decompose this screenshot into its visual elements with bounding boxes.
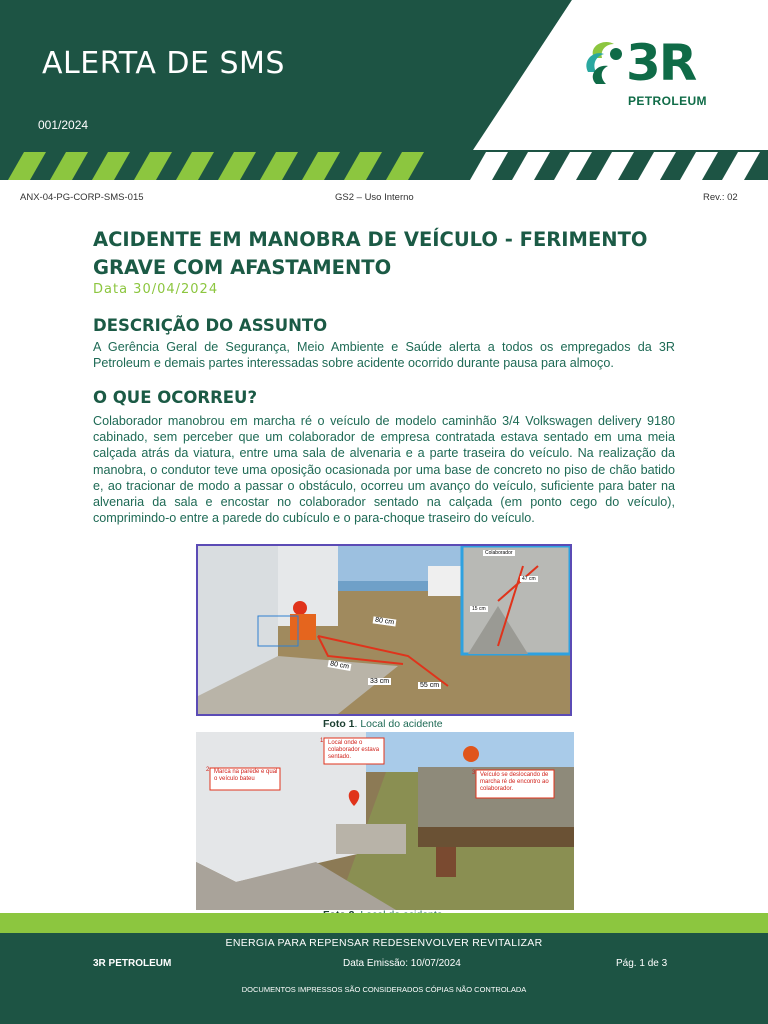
footer-tagline: ENERGIA PARA REPENSAR REDESENVOLVER REVITALIZAR [225,937,543,949]
measure-label-4: 55 cm [420,682,440,689]
measure-label-1: 80 cm [374,616,395,627]
footer-page-number: Pág. 1 de 3 [616,958,668,969]
inset-label-colaborador: Colaborador [485,550,513,556]
photo-1-caption-text: . Local do acidente [354,718,443,730]
photo-1-caption [323,718,443,730]
classification-label: GS2 – Uso Interno [335,192,414,203]
alert-number: 001/2024 [38,118,89,132]
section-text-occurrence: Colaborador manobrou em marcha ré o veículo de modelo caminhão 3/4 Volkswagen delivery 9180 cabinado, sem perceber que um colaborador de empresa contratada estava sentado em uma meia calçada atrás da viatura, entre uma sala de alvenaria e a parte traseira do veículo. Na realização da manobra, o condutor teve uma oposição ocasionada por uma base de concreto no piso de chão batido e, ao tracionar de modo a passar o obstáculo, ocorreu um avanço do veículo, suficiente para bater na alvenaria da sala e encostar no colaborador sentado na calçada (em ponto cego do veículo), comprimindo-o entre a parede do cubículo e o para-choque traseiro do veículo. [93,414,675,526]
footer-emission-date: Data Emissão: 10/07/2024 [343,958,461,969]
photo-2-note-1: Local onde o colaborador estava sentado. [328,740,380,760]
article-date: Data 30/04/2024 [93,282,219,297]
logo-mark: 3R [626,34,696,92]
accident-photo-1 [196,544,572,716]
photo-2-note-3: Veículo se deslocando de marcha ré de encontro ao colaborador. [480,772,549,792]
company-logo [582,34,732,114]
revision-label: Rev.: 02 [703,192,738,203]
photo-1-scene [198,546,570,714]
measure-label-3: 33 cm [370,678,390,685]
footer [0,933,768,1024]
footer-note: DOCUMENTOS IMPRESSOS SÃO CONSIDERADOS CÓPIAS NÃO CONTROLADA [241,985,527,994]
measure-label-2: 80 cm [329,660,350,671]
logo-swirl-icon [582,36,632,96]
photo-2-note-num-1: 1 [320,738,324,744]
header-banner [0,0,768,180]
inset-label-15cm: 15 cm [472,606,486,612]
photo-2-note-num-3: 3 [472,770,476,776]
section-heading-occurrence: O QUE OCORREU? [93,388,258,407]
inset-label-47cm: 47 cm [522,576,536,582]
section-text-description: A Gerência Geral de Segurança, Meio Ambiente e Saúde alerta a todos os empregados da 3R Petroleum e demais partes interessadas sobre acidente ocorrido durante pausa para almoço. [93,340,675,371]
alert-title: ALERTA DE SMS [42,46,285,81]
logo-text: PETROLEUM [628,94,707,108]
accident-photo-2 [196,732,574,910]
footer-company: 3R PETROLEUM [93,958,172,969]
photo-2-note-2: Marca na parede e qual o veículo bateu [214,769,278,782]
document-code: ANX-04-PG-CORP-SMS-015 [20,192,144,203]
footer-stripe [0,913,768,933]
photo-1-caption-number: Foto 1 [323,718,355,730]
section-heading-description: DESCRIÇÃO DO ASSUNTO [93,316,328,335]
photo-2-note-num-2: 2 [206,767,210,773]
photo-2-scene [196,732,574,910]
article-title: ACIDENTE EM MANOBRA DE VEÍCULO - FERIMENTO GRAVE COM AFASTAMENTO [93,228,648,279]
